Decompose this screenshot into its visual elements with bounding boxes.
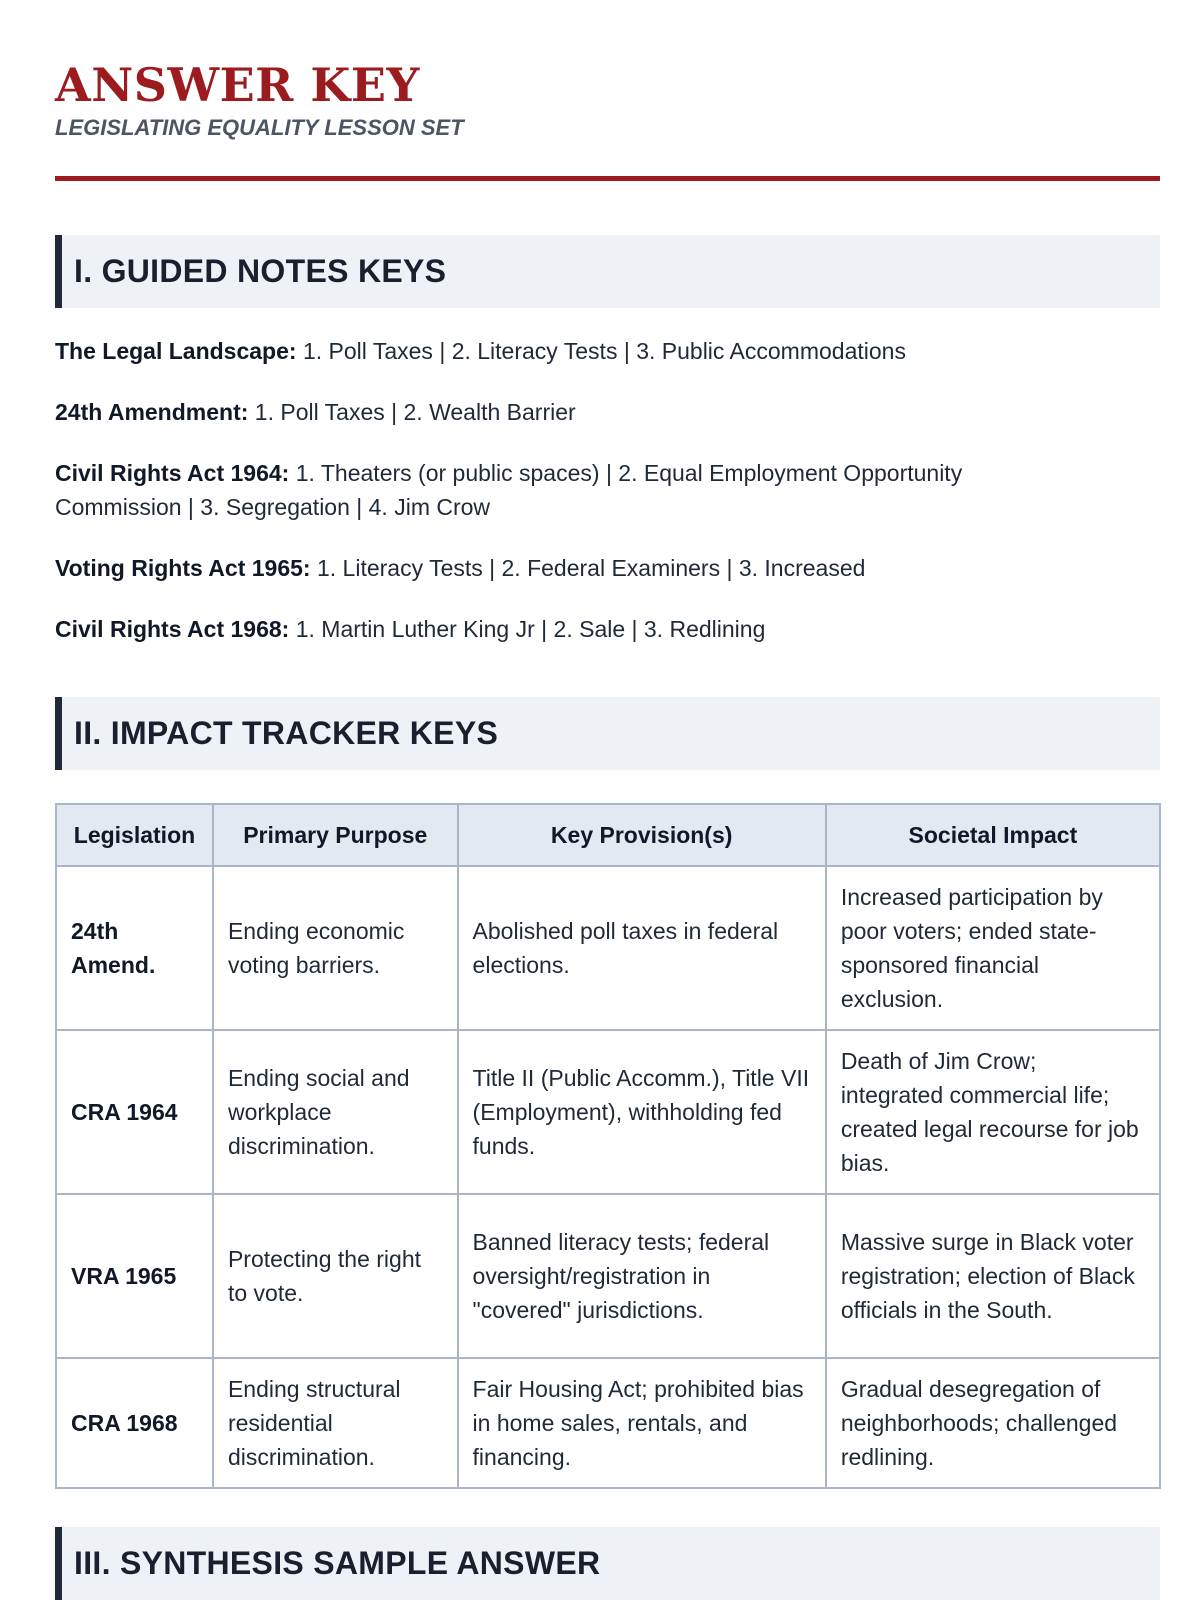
table-row <box>56 1030 1160 1194</box>
note-answers: 1. Martin Luther King Jr | 2. Sale | 3. Redlining <box>289 616 766 642</box>
table-row <box>56 1358 1160 1488</box>
note-voting-rights-act-1965 <box>55 551 1115 585</box>
table-row <box>56 1194 1160 1358</box>
cell-impact: Increased participation by poor voters; ended state-sponsored financial exclusion. <box>826 866 1160 1030</box>
column-header: Key Provision(s) <box>458 804 826 866</box>
note-24th-amendment <box>55 395 1115 429</box>
impact-tracker-table <box>55 803 1161 1489</box>
cell-provisions: Title II (Public Accomm.), Title VII (Employment), withholding fed funds. <box>458 1030 826 1194</box>
header-divider <box>55 176 1160 181</box>
note-label: The Legal Landscape: <box>55 338 297 364</box>
cell-impact: Massive surge in Black voter registration; election of Black officials in the South. <box>826 1194 1160 1358</box>
cell-legislation: 24th Amend. <box>56 866 213 1030</box>
cell-legislation: VRA 1965 <box>56 1194 213 1358</box>
section-heading-impact-tracker <box>55 697 1160 770</box>
note-label: 24th Amendment: <box>55 399 249 425</box>
section-heading-text: II. IMPACT TRACKER KEYS <box>74 715 499 751</box>
note-civil-rights-act-1968 <box>55 612 1115 646</box>
section-heading-synthesis <box>55 1527 1160 1600</box>
cell-purpose: Protecting the right to vote. <box>213 1194 458 1358</box>
note-answers: 1. Poll Taxes | 2. Literacy Tests | 3. Public Accommodations <box>296 338 906 364</box>
cell-purpose: Ending social and workplace discrimination. <box>213 1030 458 1194</box>
document-header <box>55 55 1160 141</box>
cell-legislation: CRA 1964 <box>56 1030 213 1194</box>
guided-notes-list <box>55 334 1115 673</box>
cell-legislation: CRA 1968 <box>56 1358 213 1488</box>
note-label: Civil Rights Act 1964: <box>55 460 290 486</box>
note-label: Voting Rights Act 1965: <box>55 555 311 581</box>
cell-impact: Death of Jim Crow; integrated commercial life; created legal recourse for job bias. <box>826 1030 1160 1194</box>
note-civil-rights-act-1964 <box>55 456 1095 524</box>
table-row <box>56 866 1160 1030</box>
section-heading-text: III. SYNTHESIS SAMPLE ANSWER <box>74 1545 601 1581</box>
note-answers: 1. Poll Taxes | 2. Wealth Barrier <box>248 399 576 425</box>
cell-provisions: Fair Housing Act; prohibited bias in home sales, rentals, and financing. <box>458 1358 826 1488</box>
note-answers: 1. Theaters (or public spaces) | 2. Equal Employment Opportunity Commission | 3. Segregation | 4. Jim Crow <box>55 460 963 520</box>
note-legal-landscape <box>55 334 1115 368</box>
section-heading-guided-notes <box>55 235 1160 308</box>
table-header-row <box>56 804 1160 866</box>
section-heading-text: I. GUIDED NOTES KEYS <box>74 253 447 289</box>
page-subtitle: LEGISLATING EQUALITY LESSON SET <box>55 115 464 140</box>
cell-impact: Gradual desegregation of neighborhoods; challenged redlining. <box>826 1358 1160 1488</box>
page-title: ANSWER KEY <box>55 58 420 112</box>
column-header: Primary Purpose <box>213 804 458 866</box>
note-answers: 1. Literacy Tests | 2. Federal Examiners | 3. Increased <box>310 555 866 581</box>
column-header: Societal Impact <box>826 804 1160 866</box>
cell-provisions: Banned literacy tests; federal oversight/registration in "covered" jurisdictions. <box>458 1194 826 1358</box>
cell-purpose: Ending structural residential discrimination. <box>213 1358 458 1488</box>
column-header: Legislation <box>56 804 213 866</box>
cell-provisions: Abolished poll taxes in federal elections. <box>458 866 826 1030</box>
note-label: Civil Rights Act 1968: <box>55 616 290 642</box>
cell-purpose: Ending economic voting barriers. <box>213 866 458 1030</box>
